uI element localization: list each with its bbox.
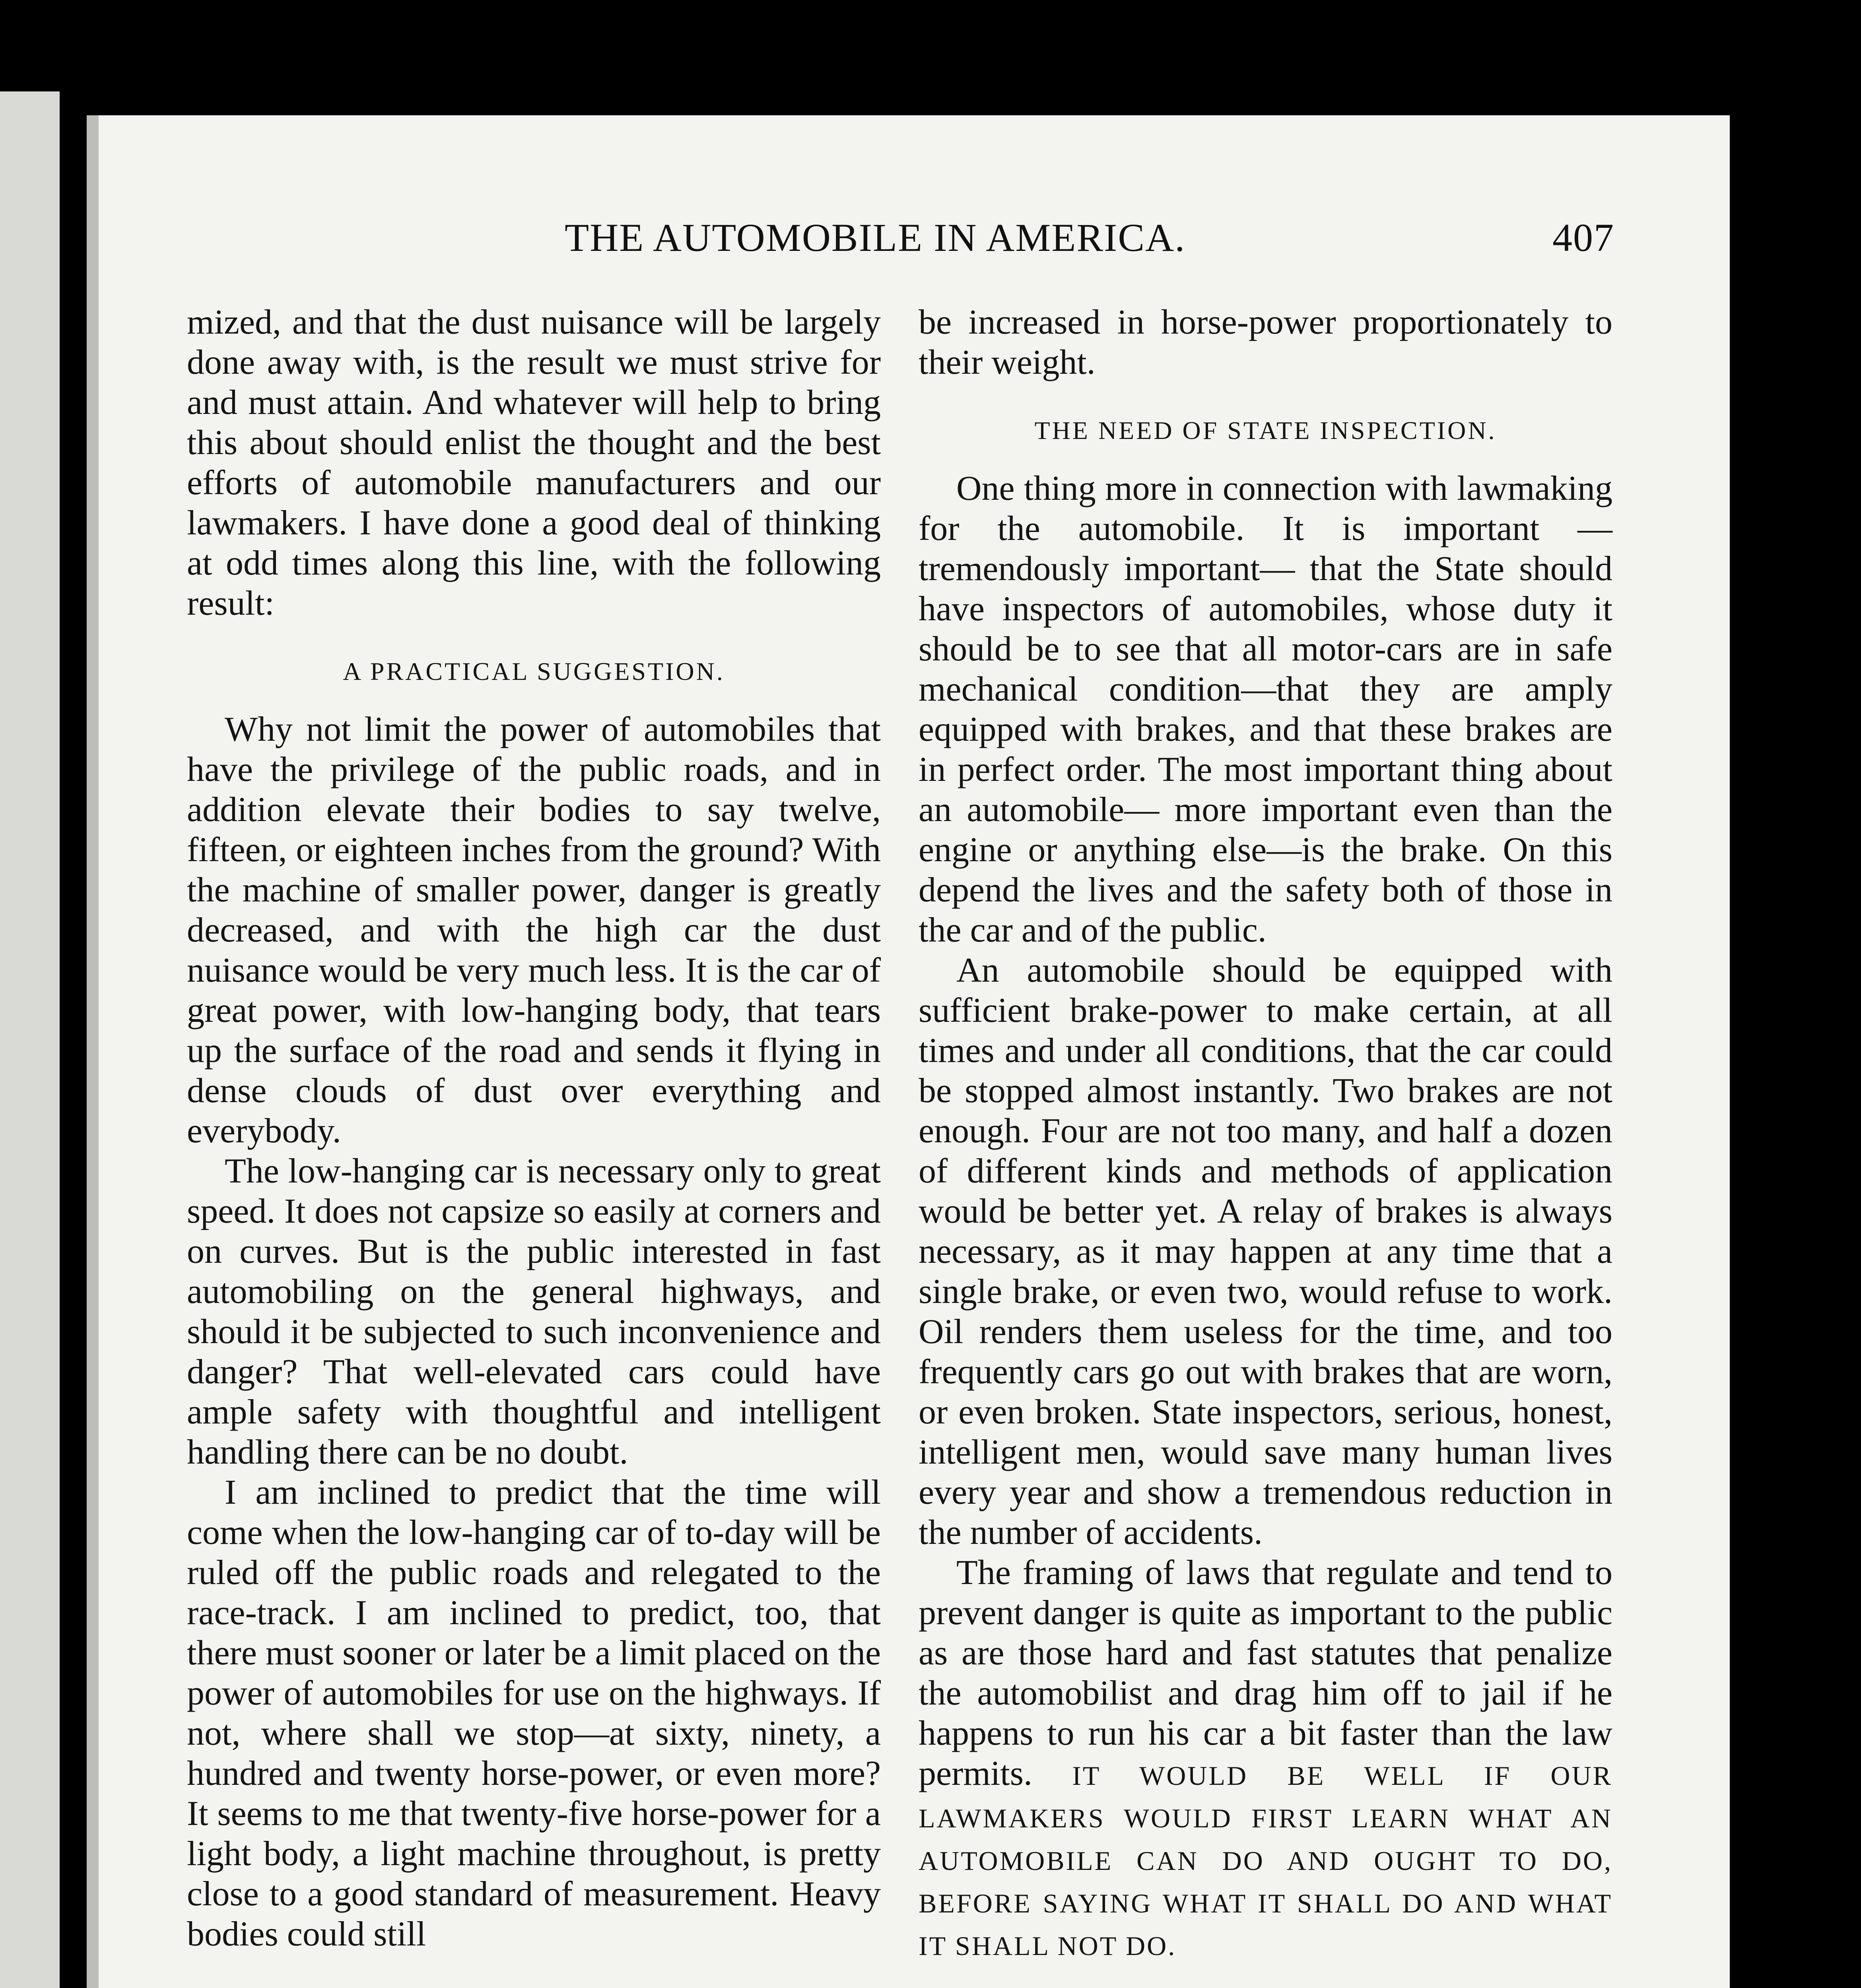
left-paragraph-1: mized, and that the dust nuisance will be largely done away with, is the result we must strive for and must attain. And whatever will help to bring this about should enlist the thought and the best efforts of automobile manufacturers and our lawmakers. I have done a good deal of thinking at odd times along this line, with the following result: [187,303,881,623]
right-paragraph-3: An automobile should be equipped with sufficient brake-power to make certain, at all times and under all conditions, that the car could be stopped almost instantly. Two brakes are not enough. Four are not too many, and half a dozen of different kinds and methods of application would be better yet. A relay of brakes is always necessary, as it may happen at any time that a single brake, or even two, would refuse to work. Oil renders them useless for the time, and too frequently cars go out with brakes that are worn, or even broken. State inspectors, serious, honest, intelligent men, would save many human lives every year and show a tremendous reduction in the number of accidents. [919,951,1612,1552]
right-paragraph-1: be increased in horse-power proportionately to their weight. [919,303,1612,382]
right-paragraph-4 [919,1553,1612,1966]
section-heading-practical-suggestion: A PRACTICAL SUGGESTION. [343,657,725,685]
running-head [565,215,1614,270]
left-paragraph-3: The low-hanging car is necessary only to great speed. It does not capsize so easily at corners and on curves. But is the public interested in fast automobiling on the general highways, and should it be subjected to such inconvenience and danger? That well-elevated cars could have ample safety with thoughtful and intelligent handling there can be no doubt. [187,1152,881,1472]
left-column [187,302,881,1954]
right-column [919,302,1612,1966]
facing-page-edge [0,91,60,1988]
page-number: 407 [1552,215,1614,260]
left-paragraph-2: Why not limit the power of automobiles that have the privilege of the public roads, and in addition elevate their bodies to say twelve, fifteen, or eighteen inches from the ground? With the machine of smaller power, danger is greatly decreased, and with the high car the dust nuisance would be very much less. It is the car of great power, with low-hanging body, that tears up the surface of the road and sends it flying in dense clouds of dust over everything and everybody. [187,710,881,1150]
running-title: THE AUTOMOBILE IN AMERICA. [565,215,1186,260]
section-heading-state-inspection: THE NEED OF STATE INSPECTION. [1034,416,1497,445]
right-paragraph-4-text: The framing of laws that regulate and tend to prevent danger is quite as important to the public as are those hard and fast statutes that penalize the automobilist and drag him off to jail if he happens to run his car a bit faster than the law permits. [919,1553,1612,1793]
right-paragraph-2: One thing more in connection with lawmaking for the automobile. It is important — tremendously important— that the State should have inspectors of automobiles, whose duty it should be to see that all motor-cars are in safe mechanical condition—that they are amply equipped with brakes, and that these brakes are in perfect order. The most important thing about an automobile— more important even than the engine or anything else—is the brake. On this depend the lives and the safety both of those in the car and of the public. [919,469,1612,949]
left-paragraph-4: I am inclined to predict that the time will come when the low-hanging car of to-day will be ruled off the public roads and relegated to the race-track. I am inclined to predict, too, that there must sooner or later be a limit placed on the power of automobiles for use on the highways. If not, where shall we stop—at sixty, ninety, a hundred and twenty horse-power, or even more? It seems to me that twenty-five horse-power for a light body, a light machine throughout, is pretty close to a good standard of measurement. Heavy bodies could still [187,1473,881,1953]
page-gutter-shadow [87,115,99,1988]
right-paragraph-4-smallcaps: IT WOULD BE WELL IF OUR LAWMAKERS WOULD FIRST LEARN WHAT AN AUTOMOBILE CAN DO AND OUGHT TO DO, BEFORE SAYING WHAT IT SHALL DO AND WHAT IT SHALL NOT DO. [919,1761,1613,1961]
